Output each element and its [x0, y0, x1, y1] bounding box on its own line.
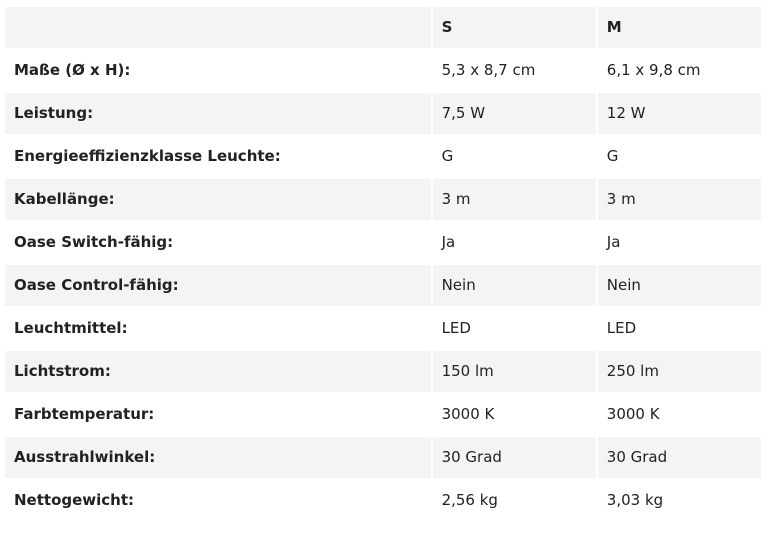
- row-label: Kabellänge:: [5, 179, 431, 220]
- value-m: LED: [598, 308, 761, 349]
- value-s: 150 lm: [433, 351, 596, 392]
- value-m: Nein: [598, 265, 761, 306]
- table-row: [5, 480, 761, 521]
- value-s: 5,3 x 8,7 cm: [433, 50, 596, 91]
- table-row: [5, 308, 761, 349]
- value-m: 6,1 x 9,8 cm: [598, 50, 761, 91]
- value-s: Ja: [433, 222, 596, 263]
- header-size-m: M: [598, 7, 761, 48]
- value-m: Ja: [598, 222, 761, 263]
- row-label: Energieeffizienzklasse Leuchte:: [5, 136, 431, 177]
- row-label: Leuchtmittel:: [5, 308, 431, 349]
- value-s: LED: [433, 308, 596, 349]
- row-label: Nettogewicht:: [5, 480, 431, 521]
- row-label: Oase Switch-fähig:: [5, 222, 431, 263]
- spec-table: [3, 5, 763, 523]
- row-label: Farbtemperatur:: [5, 394, 431, 435]
- table-header-row: [5, 7, 761, 48]
- value-s: Nein: [433, 265, 596, 306]
- row-label: Lichtstrom:: [5, 351, 431, 392]
- value-s: G: [433, 136, 596, 177]
- table-row: [5, 179, 761, 220]
- value-m: 12 W: [598, 93, 761, 134]
- value-m: 3000 K: [598, 394, 761, 435]
- value-s: 3000 K: [433, 394, 596, 435]
- value-s: 3 m: [433, 179, 596, 220]
- header-size-s: S: [433, 7, 596, 48]
- table-row: [5, 136, 761, 177]
- value-m: 250 lm: [598, 351, 761, 392]
- table-row: [5, 394, 761, 435]
- table-row: [5, 93, 761, 134]
- value-m: 3,03 kg: [598, 480, 761, 521]
- table-row: [5, 437, 761, 478]
- header-corner-cell: [5, 7, 431, 48]
- value-m: G: [598, 136, 761, 177]
- table-row: [5, 222, 761, 263]
- row-label: Leistung:: [5, 93, 431, 134]
- row-label: Maße (Ø x H):: [5, 50, 431, 91]
- value-s: 2,56 kg: [433, 480, 596, 521]
- table-row: [5, 50, 761, 91]
- value-m: 30 Grad: [598, 437, 761, 478]
- value-s: 7,5 W: [433, 93, 596, 134]
- value-s: 30 Grad: [433, 437, 596, 478]
- row-label: Ausstrahlwinkel:: [5, 437, 431, 478]
- table-row: [5, 265, 761, 306]
- table-row: [5, 351, 761, 392]
- value-m: 3 m: [598, 179, 761, 220]
- row-label: Oase Control-fähig:: [5, 265, 431, 306]
